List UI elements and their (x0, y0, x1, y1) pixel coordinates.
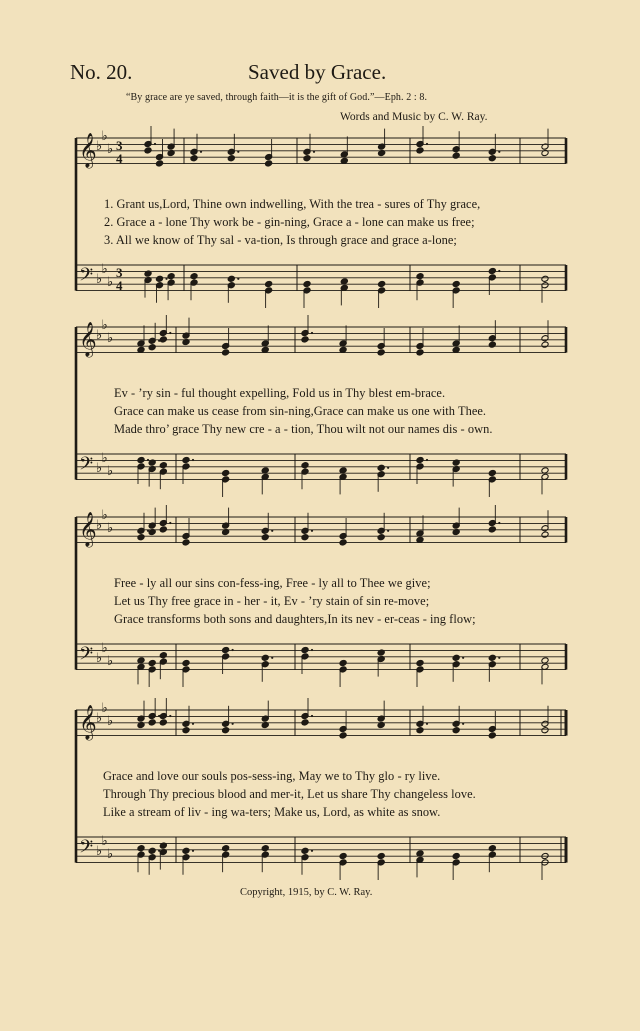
note-chord (541, 510, 549, 538)
note-chord (416, 515, 424, 543)
bass-staff (76, 451, 566, 497)
flat-icon: ♭ (101, 641, 108, 656)
note-chord (301, 315, 313, 343)
bass-staff (76, 641, 566, 687)
note-chord (303, 281, 311, 308)
note-chord (301, 698, 313, 726)
bass-clef-icon: 𝄢 (79, 644, 94, 669)
note-chord (488, 711, 496, 739)
note-chord (156, 139, 164, 167)
time-signature-top: 3 (116, 265, 123, 280)
note-chord (227, 275, 239, 302)
time-signature-bottom: 4 (116, 278, 123, 293)
note-chord (488, 654, 500, 681)
note-chord (452, 325, 460, 353)
flat-icon: ♭ (101, 129, 108, 144)
note-chord (488, 320, 496, 348)
treble-staff (76, 315, 566, 358)
hymn-title: Saved by Grace. (248, 60, 387, 84)
note-chord (265, 281, 273, 308)
note-chord (339, 711, 347, 739)
lyric-line-system-1-verse-1: 1. Grant us,Lord, Thine own indwelling, With the trea - sures of Thy grace, (104, 197, 481, 211)
note-chord (452, 853, 460, 880)
flat-icon: ♭ (107, 142, 114, 157)
note-chord (378, 281, 386, 308)
note-chord (416, 660, 424, 687)
note-chord (377, 853, 385, 880)
time-signature-bottom: 4 (116, 151, 123, 166)
note-chord (301, 847, 313, 874)
note-chord (377, 328, 385, 356)
flat-icon: ♭ (101, 834, 108, 849)
lyric-line-system-4-verse-1: Grace and love our souls pos-sess-ing, May we to Thy glo - ry live. (103, 769, 441, 783)
flat-icon: ♭ (101, 701, 108, 716)
flat-icon: ♭ (107, 275, 114, 290)
flat-icon: ♭ (107, 847, 114, 862)
note-chord (541, 320, 549, 348)
flat-icon: ♭ (96, 272, 103, 287)
note-chord (137, 325, 145, 353)
lyric-line-system-2-verse-2: Grace can make us cease from sin-ning,Grace can make us one with Thee. (114, 404, 487, 418)
note-chord (261, 845, 269, 872)
note-chord (488, 470, 496, 497)
note-chord (159, 698, 171, 726)
note-chord (261, 467, 269, 494)
note-chord (222, 508, 230, 536)
note-chord (137, 701, 145, 729)
flat-icon: ♭ (96, 328, 103, 343)
time-signature-top: 3 (116, 138, 123, 153)
note-chord (541, 467, 549, 494)
flat-icon: ♭ (96, 844, 103, 859)
lyric-line-system-1-verse-3: 3. All we know of Thy sal - va-tion, Is through grace and grace a-lone; (104, 233, 457, 247)
note-chord (301, 462, 309, 489)
note-chord (339, 660, 347, 687)
bass-clef-icon: 𝄢 (79, 265, 94, 290)
lyric-line-system-1-verse-2: 2. Grace a - lone Thy work be - gin-ning, Grace a - lone can make us free; (104, 215, 475, 229)
note-chord (452, 131, 460, 159)
bass-clef-icon: 𝄢 (79, 454, 94, 479)
note-chord (159, 315, 171, 343)
lyric-line-system-2-verse-1: Ev - ’ry sin - ful thought expelling, Fold us in Thy blest em-brace. (114, 386, 446, 400)
copyright-notice: Copyright, 1915, by C. W. Ray. (240, 887, 373, 898)
lyric-line-system-3-verse-2: Let us Thy free grace in - her - it, Ev - ’ry stain of sin re-move; (114, 594, 430, 608)
note-chord (148, 660, 156, 687)
note-chord (541, 657, 549, 684)
lyric-line-system-4-verse-2: Through Thy precious blood and mer-it, Let us share Thy changeless love. (103, 787, 476, 801)
note-chord (261, 654, 273, 681)
treble-staff (76, 126, 566, 169)
flat-icon: ♭ (101, 451, 108, 466)
note-chord (261, 701, 269, 729)
flat-icon: ♭ (101, 508, 108, 523)
note-chord (541, 129, 549, 157)
note-chord (148, 508, 156, 536)
bass-clef-icon: 𝄢 (79, 837, 94, 862)
flat-icon: ♭ (96, 139, 103, 154)
note-chord (190, 273, 198, 300)
note-chord (167, 273, 175, 300)
note-chord (339, 467, 347, 494)
note-chord (222, 470, 230, 497)
flat-icon: ♭ (107, 654, 114, 669)
flat-icon: ♭ (107, 521, 114, 536)
note-chord (339, 853, 347, 880)
note-chord (452, 508, 460, 536)
note-chord (156, 275, 168, 302)
treble-clef-icon: 𝄞 (79, 322, 97, 357)
scripture-epigraph: “By grace are ye saved, through faith—it is the gift of God.”—Eph. 2 : 8. (126, 92, 428, 103)
note-chord (416, 850, 424, 877)
flat-icon: ♭ (96, 461, 103, 476)
note-chord (159, 462, 167, 489)
note-chord (377, 701, 385, 729)
lyric-line-system-3-verse-3: Grace transforms both sons and daughters,In its nev - er-ceas - ing flow; (114, 612, 476, 626)
flat-icon: ♭ (101, 318, 108, 333)
flat-icon: ♭ (96, 518, 103, 533)
note-chord (541, 275, 549, 302)
treble-staff (76, 698, 566, 741)
note-chord (182, 660, 190, 687)
note-chord (261, 325, 269, 353)
treble-clef-icon: 𝄞 (79, 512, 97, 547)
note-chord (378, 129, 386, 157)
flat-icon: ♭ (107, 464, 114, 479)
note-chord (339, 325, 347, 353)
note-chord (182, 847, 194, 874)
flat-icon: ♭ (96, 711, 103, 726)
note-chord (340, 278, 348, 305)
note-chord (339, 518, 347, 546)
note-chord (148, 698, 160, 726)
lyric-line-system-4-verse-3: Like a stream of liv - ing wa-ters; Make us, Lord, as white as snow. (103, 805, 441, 819)
note-chord (488, 845, 496, 872)
note-chord (416, 328, 424, 356)
note-chord (144, 126, 156, 154)
flat-icon: ♭ (96, 651, 103, 666)
flat-icon: ♭ (101, 262, 108, 277)
note-chord (222, 845, 230, 872)
treble-clef-icon: 𝄞 (79, 133, 97, 168)
lyric-line-system-3-verse-1: Free - ly all our sins con-fess-ing, Free - ly all to Thee we give; (114, 576, 431, 590)
note-chord (452, 654, 464, 681)
note-chord (416, 273, 424, 300)
note-chord (182, 318, 190, 346)
note-chord (167, 129, 175, 157)
note-chord (488, 505, 500, 533)
note-chord (265, 139, 273, 167)
note-chord (159, 652, 167, 679)
composer-attribution: Words and Music by C. W. Ray. (340, 111, 488, 123)
bass-staff (76, 262, 566, 308)
hymn-number: No. 20. (70, 60, 133, 84)
note-chord (416, 126, 428, 154)
note-chord (452, 281, 460, 308)
note-chord (340, 136, 348, 164)
note-chord (222, 328, 230, 356)
lyric-line-system-2-verse-3: Made thro’ grace Thy new cre - a - tion, Thou wilt not our names dis - own. (114, 422, 493, 436)
note-chord (159, 505, 171, 533)
note-chord (377, 464, 389, 491)
note-chord (182, 518, 190, 546)
note-chord (137, 657, 145, 684)
flat-icon: ♭ (107, 331, 114, 346)
treble-clef-icon: 𝄞 (79, 705, 97, 740)
flat-icon: ♭ (107, 714, 114, 729)
treble-staff (76, 505, 566, 548)
note-chord (148, 847, 160, 874)
note-chord (137, 845, 145, 872)
bass-staff (76, 834, 566, 880)
